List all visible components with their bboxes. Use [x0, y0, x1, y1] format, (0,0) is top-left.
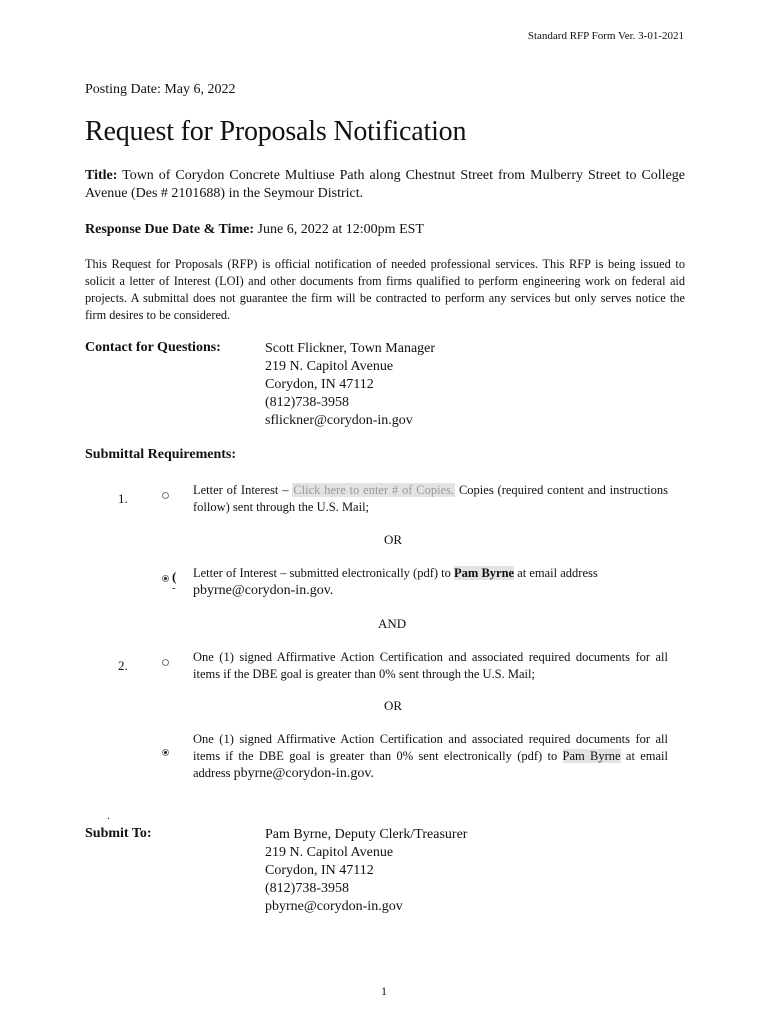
page-number: 1 [381, 984, 387, 998]
option-1a-pre: Letter of Interest – [193, 483, 293, 497]
or-separator-1: OR [384, 532, 403, 547]
contact-block [265, 340, 435, 430]
option-2b-text [193, 731, 668, 782]
option-2a-text: One (1) signed Affirmative Action Certification and associated required documents for all items if the DBE goal is greater than 0% sent through the U.S. Mail; [193, 650, 668, 681]
radio-option-2b[interactable] [162, 749, 169, 756]
submit-street: 219 N. Capitol Avenue [265, 845, 394, 860]
option-1b-text [193, 565, 668, 599]
option-1b-name: Pam Byrne [454, 566, 515, 580]
submit-label: Submit To: [85, 826, 152, 841]
option-1b-email: pbyrne@corydon-in.gov. [193, 583, 334, 598]
submit-city: Corydon, IN 47112 [265, 863, 374, 878]
option-2b-email: pbyrne@corydon-in.gov. [233, 766, 374, 781]
contact-name: Scott Flickner, Town Manager [265, 341, 436, 356]
due-text: June 6, 2022 at 12:00pm EST [257, 222, 424, 237]
radio-option-1b[interactable] [162, 575, 169, 582]
submit-email: pbyrne@corydon-in.gov [265, 899, 403, 914]
submit-name: Pam Byrne, Deputy Clerk/Treasurer [265, 827, 468, 842]
form-version: Standard RFP Form Ver. 3-01-2021 [527, 30, 684, 42]
option-2b-name: Pam Byrne [562, 749, 621, 763]
submittal-label: Submittal Requirements: [85, 447, 237, 462]
copies-placeholder-field[interactable]: Click here to enter # of Copies. [293, 483, 455, 497]
contact-email: sflickner@corydon-in.gov [265, 413, 413, 428]
posting-date: Posting Date: May 6, 2022 [85, 82, 236, 97]
contact-city: Corydon, IN 47112 [265, 377, 374, 392]
submit-phone: (812)738-3958 [265, 881, 349, 896]
submit-block [265, 826, 467, 916]
due-label: Response Due Date & Time: [85, 222, 255, 237]
contact-label: Contact for Questions: [85, 340, 221, 355]
option-1a-post: Copies (required content and instructions follow) sent through the U.S. Mail; [193, 483, 669, 514]
and-separator: AND [378, 616, 407, 631]
radio-artifact-glyph: ( [172, 569, 177, 584]
option-1a-text [193, 482, 668, 516]
option-2b-post: at email address [193, 749, 668, 780]
stray-period: . [107, 808, 110, 822]
intro-paragraph: This Request for Proposals (RFP) is official notification of needed professional services. This RFP is being issued to solicit a letter of Interest (LOI) and other documents from firms qualified to perform engineering work on federal aid projects. A submittal does not guarantee the firm will be contracted to perform any services but only serves notice the firm desires to be considered. [85, 257, 685, 322]
option-1b-post: at email address [514, 566, 598, 580]
radio-option-1a[interactable] [162, 492, 169, 499]
option-2b-pre: One (1) signed Affirmative Action Certification and associated required documents for all items if the DBE goal is greater than 0% sent electronically (pdf) to [193, 732, 668, 763]
contact-phone: (812)738-3958 [265, 395, 349, 410]
item-number-1: 1. [118, 491, 128, 506]
page-title: Request for Proposals Notification [85, 116, 467, 147]
item-number-2: 2. [118, 658, 128, 673]
due-paragraph [85, 221, 685, 239]
title-text: Town of Corydon Concrete Multiuse Path along Chestnut Street from Mulberry Street to College Avenue (Des # 2101688) in the Seymour District. [85, 168, 685, 201]
option-1b-pre: Letter of Interest – submitted electronically (pdf) to [193, 566, 455, 580]
or-separator-2: OR [384, 698, 403, 713]
title-paragraph [85, 167, 685, 203]
title-label: Title: [85, 168, 118, 183]
radio-option-2a[interactable] [162, 659, 169, 666]
radio-artifact-dash: - [172, 582, 176, 594]
contact-street: 219 N. Capitol Avenue [265, 359, 394, 374]
